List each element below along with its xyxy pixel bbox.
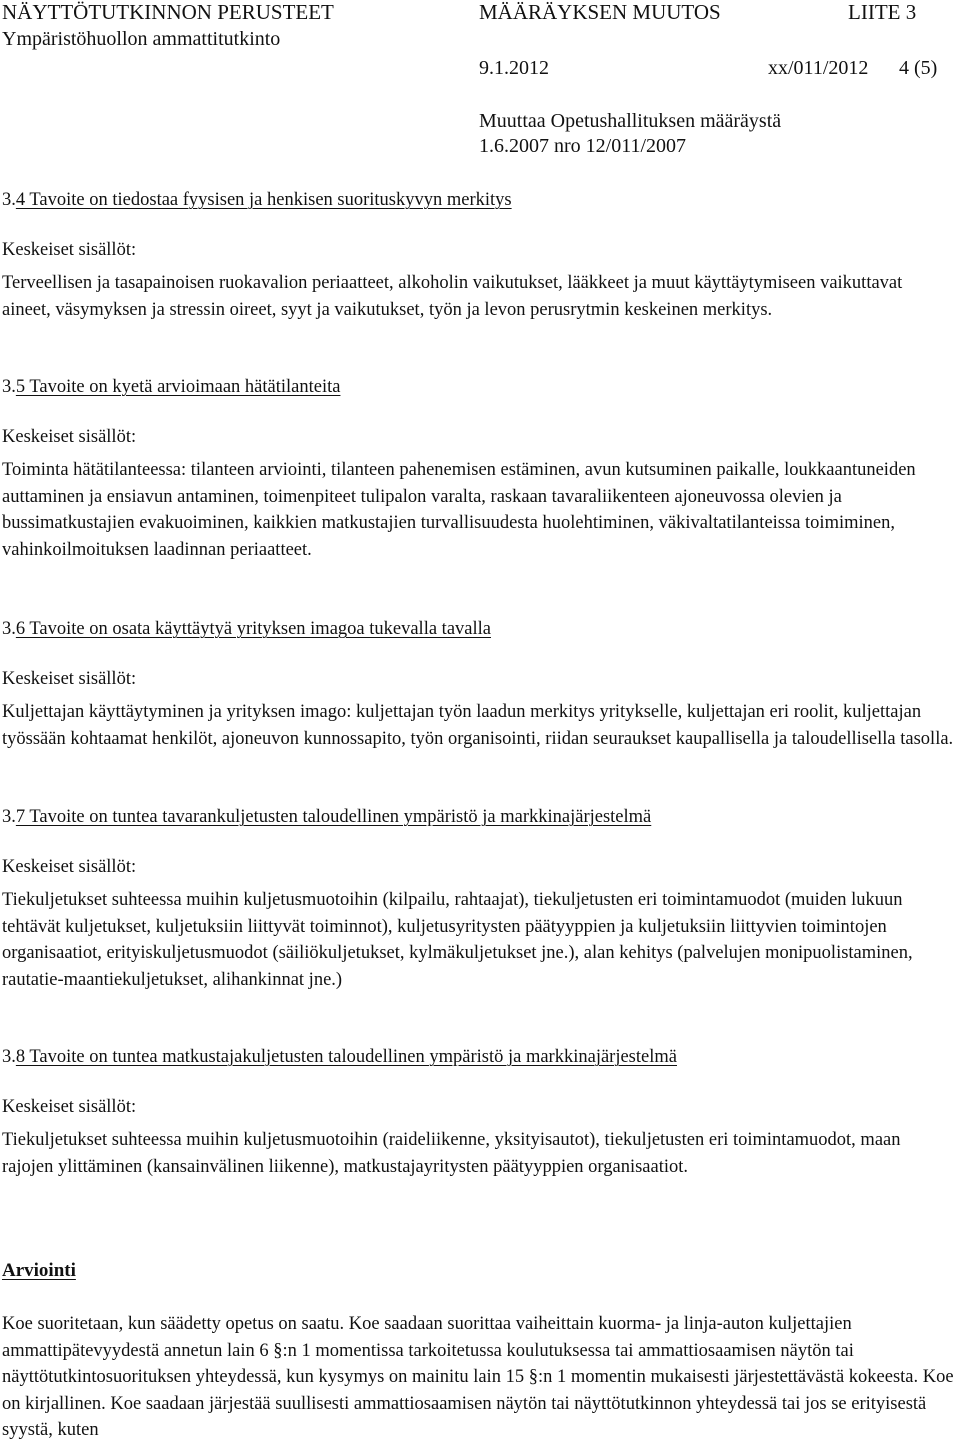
section-number: 3. bbox=[2, 619, 16, 639]
section-title-text: 7 Tavoite on tuntea tavarankuljetusten taloudellinen ympäristö ja markkinajärjestelmä bbox=[15, 807, 652, 827]
section-title-text: 6 Tavoite on osata käyttäytyä yrityksen imagoa tukevalla tavalla bbox=[15, 619, 491, 639]
section-label: Keskeiset sisällöt: bbox=[2, 856, 137, 877]
section-title bbox=[2, 187, 954, 214]
section-3-6 bbox=[2, 616, 954, 752]
rating-body: Koe suoritetaan, kun säädetty opetus on saatu. Koe saadaan suorittaa vaiheittain kuorma- ja linja-auton kuljettajien ammattipätevyydestä annetun lain 6 §:n 1 momentissa tarkoitetussa koulutuksessa tai ammattiosaamisen näytön tai näyttötutkintosuorituksen yhteydessä, kun kysymys on mainitu lain 15 §:n 1 momentin mukaisesti järjestettävästä kokeesta. Koe on kirjallinen. Koe saadaan järjestää suullisesti ammattiosaamisen näytön tai näyttötutkinnon yhteydessä tai jos se erityisestä syystä, kuten bbox=[2, 1314, 954, 1440]
section-body: Kuljettajan käyttäytyminen ja yrityksen imago: kuljettajan työn laadun merkitys yritykselle, kuljettajan eri roolit, kuljettajan työssään kohtaamat henkilöt, ajoneuvon kunnossapito, työn organisointi, riidan seuraukset kaupallisella ja taloudellisella tasolla. bbox=[2, 702, 954, 749]
section-title-text: 4 Tavoite on tiedostaa fyysisen ja henkisen suorituskyvyn merkitys bbox=[15, 190, 512, 210]
page-number: 4 (5) bbox=[899, 57, 938, 79]
rating-heading: Arviointi bbox=[2, 1260, 76, 1281]
document-title: NÄYTTÖTUTKINNON PERUSTEET bbox=[2, 0, 334, 24]
section-body: Tiekuljetukset suhteessa muihin kuljetusmuotoihin (raideliikenne, yksityisautot), tiekuljetusten eri toimintamuodot, maan rajojen ylittäminen (kansainvälinen liikenne), matkustajayritysten päätyyppien organisaatiot. bbox=[2, 1130, 901, 1177]
section-label: Keskeiset sisällöt: bbox=[2, 426, 137, 447]
section-title bbox=[2, 374, 954, 401]
section-label: Keskeiset sisällöt: bbox=[2, 239, 137, 260]
section-title bbox=[2, 804, 954, 831]
document-date: 9.1.2012 bbox=[479, 57, 549, 79]
section-body: Toiminta hätätilanteessa: tilanteen arviointi, tilanteen pahenemisen estäminen, avun kutsuminen paikalle, loukkaantuneiden auttaminen ja ensiavun antaminen, toimenpiteet tulipalon varalta, raskaan tavaraliikenteen ajoneuvossa olevien ja bussimatkustajien evakuoiminen, kaikkien matkustajien turvallisuudesta huolehtiminen, väkivaltatilanteissa toimiminen, vahinkoilmoituksen laadinnan periaatteet. bbox=[2, 460, 916, 560]
section-3-5 bbox=[2, 374, 954, 563]
section-title bbox=[2, 616, 954, 643]
amends-line-2: 1.6.2007 nro 12/011/2007 bbox=[479, 135, 687, 157]
section-title-text: 5 Tavoite on kyetä arvioimaan hätätilanteita bbox=[15, 377, 341, 397]
section-title bbox=[2, 1044, 954, 1071]
appendix-label: LIITE 3 bbox=[848, 0, 917, 24]
section-label: Keskeiset sisällöt: bbox=[2, 1096, 137, 1117]
section-title-text: 8 Tavoite on tuntea matkustajakuljetusten taloudellinen ympäristö ja markkinajärjestelmä bbox=[15, 1047, 677, 1067]
document-reference: xx/011/2012 bbox=[768, 57, 869, 79]
section-number: 3. bbox=[2, 377, 16, 397]
section-3-7 bbox=[2, 804, 954, 993]
section-3-8 bbox=[2, 1044, 954, 1180]
section-body: Terveellisen ja tasapainoisen ruokavalion periaatteet, alkoholin vaikutukset, lääkkeet ja muut käyttäytymiseen vaikuttavat aineet, väsymyksen ja stressin oireet, syyt ja vaikutukset, työn ja levon perusrytmin keskeinen merkitys. bbox=[2, 273, 903, 320]
amends-line-1: Muuttaa Opetushallituksen määräystä bbox=[479, 110, 782, 132]
section-number: 3. bbox=[2, 807, 16, 827]
section-3-4 bbox=[2, 187, 954, 323]
section-number: 3. bbox=[2, 190, 16, 210]
document-subtitle: Ympäristöhuollon ammattitutkinto bbox=[2, 28, 281, 50]
section-number: 3. bbox=[2, 1047, 16, 1067]
document-type: MÄÄRÄYKSEN MUUTOS bbox=[479, 0, 721, 24]
section-body: Tiekuljetukset suhteessa muihin kuljetusmuotoihin (kilpailu, rahtaajat), tiekuljetusten eri toimintamuodot (muiden lukuun tehtävät kuljetukset, kuljetuksiin liittyvät toiminnot), kuljetusyritysten päätyyppien ja kuljetuksiin liittyvien toimintojen organisaatiot, erityiskuljetusmuodot (säiliökuljetukset, kylmäkuljetukset jne.), alan kehitys (palvelujen monipuolistaminen, rautatie-maantiekuljetukset, alihankinnat jne.) bbox=[2, 890, 913, 990]
section-label: Keskeiset sisällöt: bbox=[2, 668, 137, 689]
